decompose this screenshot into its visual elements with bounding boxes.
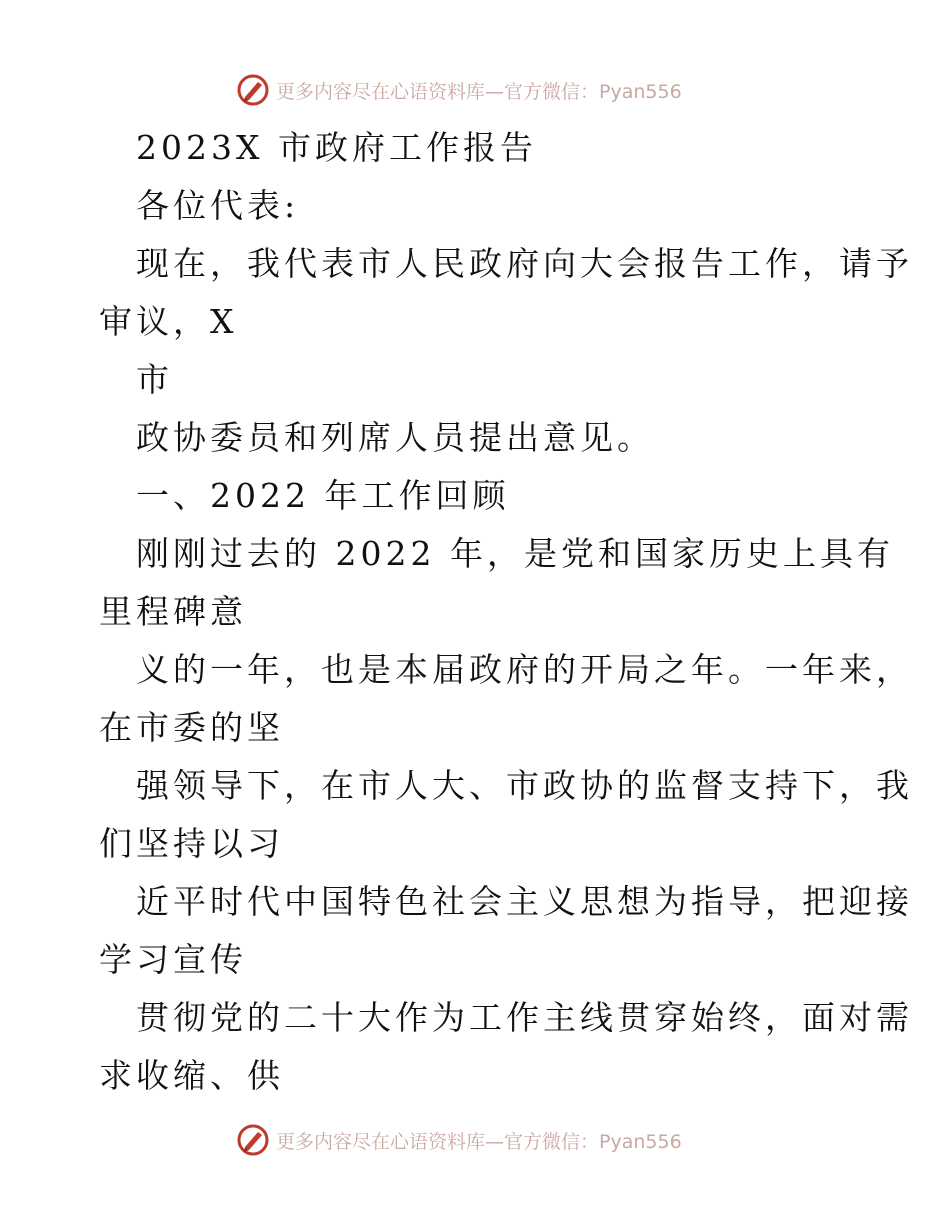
salutation: 各位代表: (136, 186, 300, 225)
text-line: 们坚持以习 (99, 824, 284, 863)
text-line: 求收缩、供 (99, 1056, 284, 1095)
text-line: 义的一年，也是本届政府的开局之年。一年来， (136, 650, 913, 689)
text-line: 刚刚过去的 2022 年，是党和国家历史上具有 (136, 534, 894, 573)
header-watermark (236, 72, 682, 108)
pen-logo-icon (236, 73, 270, 107)
document-title: 2023X 市政府工作报告 (136, 128, 537, 167)
footer-watermark (236, 1122, 682, 1158)
text-line: 贯彻党的二十大作为工作主线贯穿始终，面对需 (136, 998, 913, 1037)
text-line: 里程碑意 (99, 592, 247, 631)
watermark-text: 更多内容尽在心语资料库—官方微信：Pyan556 (276, 80, 682, 103)
text-line: 市 (136, 360, 173, 399)
text-line: 在市委的坚 (99, 708, 284, 747)
text-line: 审议，X (99, 302, 238, 341)
section-heading: 一、2022 年工作回顾 (136, 476, 510, 515)
pen-logo-icon (236, 1123, 270, 1157)
text-line: 近平时代中国特色社会主义思想为指导，把迎接 (136, 882, 913, 921)
text-line: 现在，我代表市人民政府向大会报告工作，请予 (136, 244, 913, 283)
text-line: 学习宣传 (99, 940, 247, 979)
watermark-text: 更多内容尽在心语资料库—官方微信：Pyan556 (276, 1130, 682, 1153)
text-line: 强领导下，在市人大、市政协的监督支持下，我 (136, 766, 913, 805)
text-line: 政协委员和列席人员提出意见。 (136, 418, 654, 457)
